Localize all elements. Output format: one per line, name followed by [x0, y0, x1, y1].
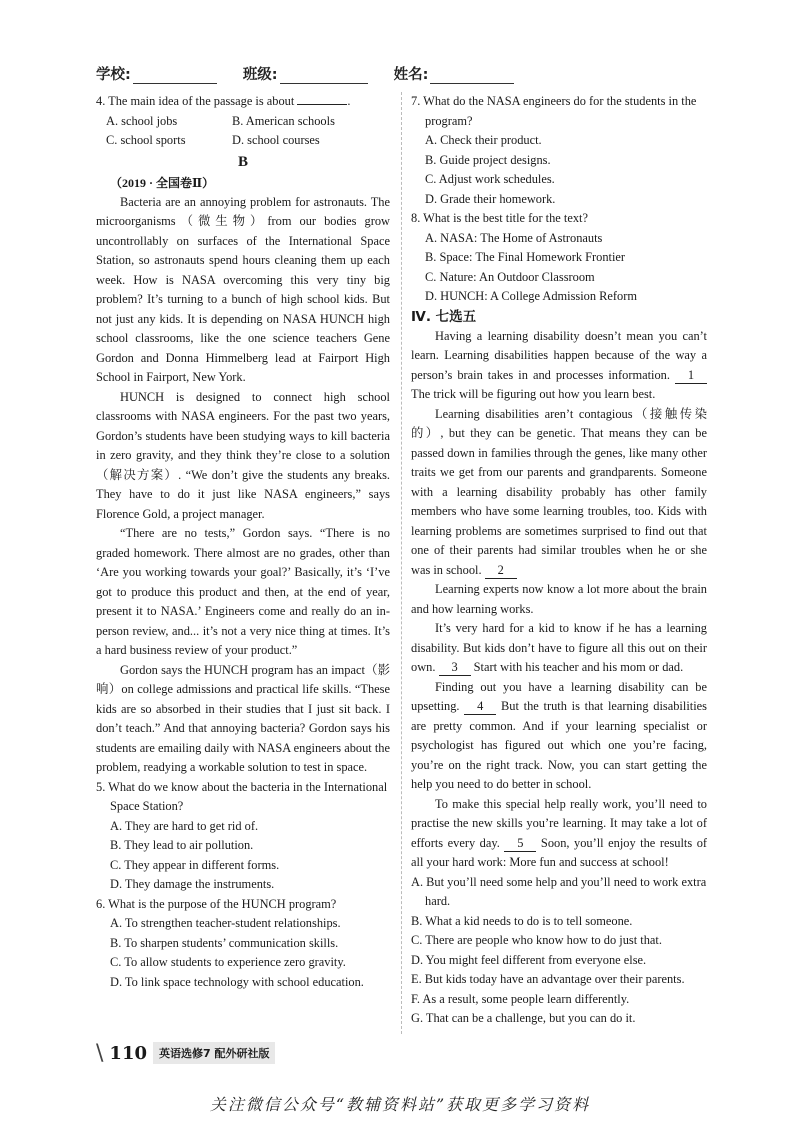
question-6-stem: 6. What is the purpose of the HUNCH program? [96, 896, 337, 911]
cloze-text: Soon, you’ll enjoy the results of all your hard work: More fun and success at school! [411, 835, 708, 869]
school-line [133, 67, 217, 84]
q8-option-c: C. Nature: An Outdoor Classroom [425, 269, 595, 284]
passage-paragraph: HUNCH is designed to connect high school classrooms with NASA engineers. For the past two years, Gordon’s students have been studying ways to kill bacteria in zero gravity, and they think they’re close to a solution（解决方案）. “We don’t give the students any breaks. They have to do it just like NASA engineers,” says Florence Gold, a project manager. [96, 389, 390, 521]
q5-option-c: C. They appear in different forms. [110, 857, 280, 872]
q5-option-a: A. They are hard to get rid of. [110, 818, 259, 833]
blank-2: 2 [485, 563, 517, 579]
question-7 [411, 92, 707, 209]
q6-option-c: C. To allow students to experience zero gravity. [110, 955, 346, 969]
q4-option-c: C. school sports [106, 133, 186, 147]
answer-blank [297, 92, 347, 105]
blank-5: 5 [504, 836, 536, 852]
cloze-text: To make this special help really work, you’ll need to practise the new skills you’re learning. It may take a lot of efforts every day. [411, 796, 707, 850]
name-field [394, 63, 515, 84]
page-footer [96, 1041, 275, 1065]
column-divider [401, 92, 402, 1034]
question-5-stem: 5. What do we know about the bacteria in the International Space Station? [96, 779, 388, 813]
cloze-text: It’s very hard for a kid to know if he has a learning disability. But kids don’t have to figure all this out on their own. [411, 621, 707, 674]
cloze-paragraph-4 [411, 619, 707, 678]
class-line [280, 67, 368, 84]
class-field [243, 63, 368, 84]
question-4-stem: 4. The main idea of the passage is about [96, 94, 295, 108]
passage-paragraph: Bacteria are an annoying problem for astronauts. The microorganisms（微生物）from our bodies grow uncontrollably on surfaces of the International Space Station, so astronauts spend hours cleaning them up each week. How is NASA overcoming this very tiny big problem? It’s turning to a bunch of high school kids. But not just any kids. It is depending on NASA HUNCH high school classrooms, like the one science teachers Gene Gordon and Donna Himmelberg lead at Fairport High School in Fairport, New York. [96, 194, 390, 384]
cloze-option-e: E. But kids today have an advantage over their parents. [411, 972, 685, 986]
watermark-text: 关注微信公众号“教辅资料站”获取更多学习资料 [209, 1095, 591, 1114]
q8-option-a: A. NASA: The Home of Astronauts [425, 230, 603, 245]
passage-paragraph: Gordon says the HUNCH program has an impact（影响）on college admissions and practical life skills. “These kids are so absorbed in their studies that I just sit back. I don’t teach.” And that annoying bacteria? Gordon says his students are emailing daily with NASA engineers about the problem, readying a workable solution to test in space. [96, 662, 390, 774]
cloze-option-d: D. You might feel different from everyone else. [411, 952, 647, 967]
q6-option-a: A. To strengthen teacher-student relationships. [110, 916, 341, 930]
cloze-options [411, 873, 707, 1029]
q6-option-b: B. To sharpen students’ communication skills. [110, 935, 339, 950]
cloze-option-a: A. But you’ll need some help and you’ll need to work extra hard. [411, 874, 707, 908]
cloze-option-c: C. There are people who know how to do just that. [411, 933, 662, 947]
q4-option-a: A. school jobs [106, 113, 178, 128]
q7-option-c: C. Adjust work schedules. [425, 172, 555, 186]
cloze-text: Having a learning disability doesn’t mean you can’t learn. Learning disabilities happen because of the way a person’s brain takes in and processes information. [411, 328, 707, 382]
question-7-stem: 7. What do the NASA engineers do for the students in the program? [411, 94, 697, 128]
header-fields [96, 60, 556, 84]
cloze-paragraph-1 [411, 327, 707, 405]
q7-option-a: A. Check their product. [425, 133, 542, 147]
q7-option-d: D. Grade their homework. [425, 191, 556, 206]
cloze-text: But the truth is that learning disabilities are pretty common. And if your learning specialist or psychologist has figured out which one you’re facing, you’re on the right track. Now, you can start getting the help you need to do better in school. [411, 699, 707, 791]
q6-option-d: D. To link space technology with school education. [110, 974, 364, 989]
cloze-paragraph-3: Learning experts now know a lot more about the brain and how learning works. [411, 582, 707, 616]
footer-slash-icon: \ [96, 1040, 104, 1066]
question-8-stem: 8. What is the best title for the text? [411, 211, 588, 225]
question-8 [411, 209, 707, 307]
name-label: 姓名: [393, 67, 429, 83]
question-4-stem-end: . [347, 94, 351, 108]
right-column [411, 92, 707, 1029]
q5-option-b: B. They lead to air pollution. [110, 838, 254, 852]
cloze-option-b: B. What a kid needs to do is to tell someone. [411, 913, 633, 928]
cloze-text: Finding out you have a learning disability can be upsetting. [411, 679, 707, 713]
class-label: 班级: [242, 67, 278, 83]
cloze-text: Learning disabilities aren’t contagious（接触传染的）, but they can be genetic. That means they can be passed down in families through the genes, like many other traits we get from our parents and grandparents. Someone with a learning disability probably has other family members who have some learning troubles, too. Kids with learning problems are sometimes surprised to find out that one of their parents had similar troubles when he or she was in school. [411, 406, 707, 577]
passage-paragraph: “There are no tests,” Gordon says. “There is no graded homework. There almost are no grades, other than ‘Are you working towards your goal?’ Basically, it’s ‘I’ve got to produce this product and then, at the end of year, present it to NASA.’ Engineers come and really do an in-person review, and... it’s not a very nice thing at times. It’s a hard business review of your product.” [96, 526, 390, 657]
cloze-paragraph-2 [411, 405, 707, 581]
left-column [96, 92, 390, 992]
cloze-option-f: F. As a result, some people learn differently. [411, 991, 630, 1006]
name-line [430, 67, 514, 84]
blank-3: 3 [439, 660, 471, 676]
book-label: 英语选修7 配外研社版 [153, 1042, 275, 1064]
q5-option-d: D. They damage the instruments. [110, 877, 275, 891]
cloze-text: Start with his teacher and his mom or dad. [473, 660, 684, 674]
question-4 [96, 92, 390, 151]
q7-option-b: B. Guide project designs. [425, 152, 551, 167]
question-5 [96, 778, 390, 895]
blank-1: 1 [675, 368, 707, 384]
school-label: 学校: [96, 67, 131, 83]
page-number: 110 [109, 1042, 147, 1064]
question-6 [96, 895, 390, 993]
cloze-text: The trick will be figuring out how you learn best. [411, 387, 656, 401]
school-field [96, 63, 217, 84]
q8-option-b: B. Space: The Final Homework Frontier [425, 250, 626, 264]
cloze-paragraph-5 [411, 678, 707, 795]
q4-option-b: B. American schools [232, 113, 335, 128]
source-label: （2019 · 全国卷Ⅱ） [110, 175, 215, 190]
blank-4: 4 [464, 699, 496, 715]
section-b-heading: B [237, 153, 248, 170]
part-4-heading: Ⅳ. 七选五 [411, 308, 477, 325]
q8-option-d: D. HUNCH: A College Admission Reform [425, 289, 638, 303]
cloze-paragraph-6 [411, 795, 707, 873]
cloze-option-g: G. That can be a challenge, but you can do it. [411, 1011, 636, 1025]
q4-option-d: D. school courses [232, 133, 320, 147]
